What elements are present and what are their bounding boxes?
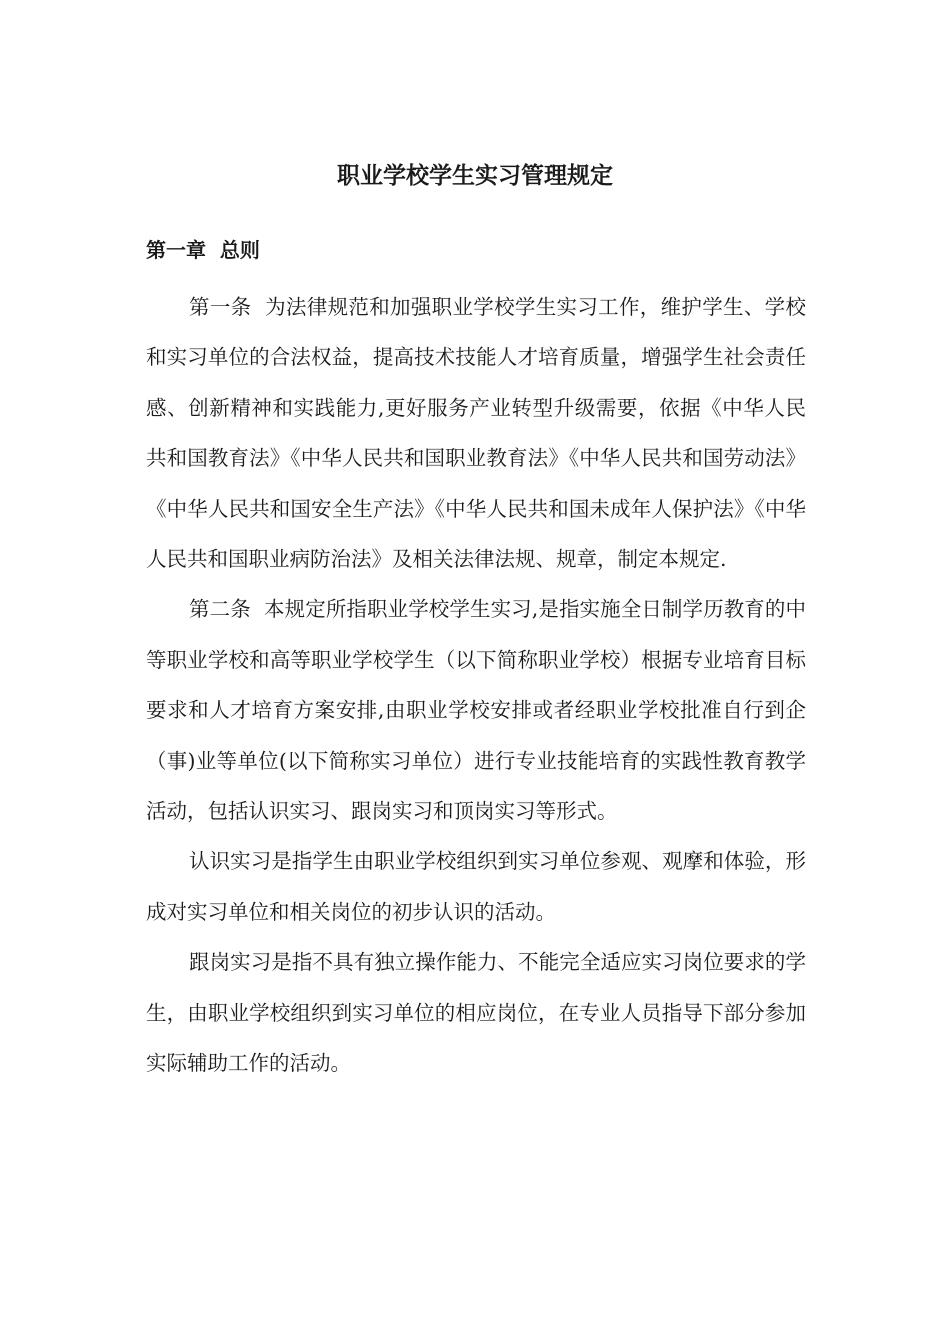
document-title: 职业学校学生实习管理规定 <box>337 162 613 189</box>
paragraph-article-1: 第一条 为法律规范和加强职业学校学生实习工作，维护学生、学校和实习单位的合法权益，提高技术技能人才培育质量，增强学生社会责任感、创新精神和实践能力,更好服务产业转型升级需要，依据《中华人民共和国教育法》《中华人民共和国职业教育法》《中华人民共和国劳动法》《中华人民共和国安全生产法》《中华人民共和国未成年人保护法》《中华人民共和国职业病防治法》及相关法律法规、规章，制定本规定. <box>146 295 806 572</box>
paragraph-cognitive-internship: 认识实习是指学生由职业学校组织到实习单位参观、观摩和体验，形成对实习单位和相关岗位的初步认识的活动。 <box>146 849 806 924</box>
paragraph-shadow-internship: 跟岗实习是指不具有独立操作能力、不能完全适应实习岗位要求的学生，由职业学校组织到实习单位的相应岗位，在专业人员指导下部分参加实际辅助工作的活动。 <box>146 950 806 1076</box>
paragraph-article-2: 第二条 本规定所指职业学校学生实习,是指实施全日制学历教育的中等职业学校和高等职业学校学生（以下简称职业学校）根据专业培育目标要求和人才培育方案安排,由职业学校安排或者经职业学校批准自行到企（事)业等单位(以下简称实习单位）进行专业技能培育的实践性教育教学活动，包括认识实习、跟岗实习和顶岗实习等形式。 <box>146 597 806 824</box>
document-body <box>146 282 806 1089</box>
chapter-heading: 第一章 总则 <box>146 238 260 262</box>
